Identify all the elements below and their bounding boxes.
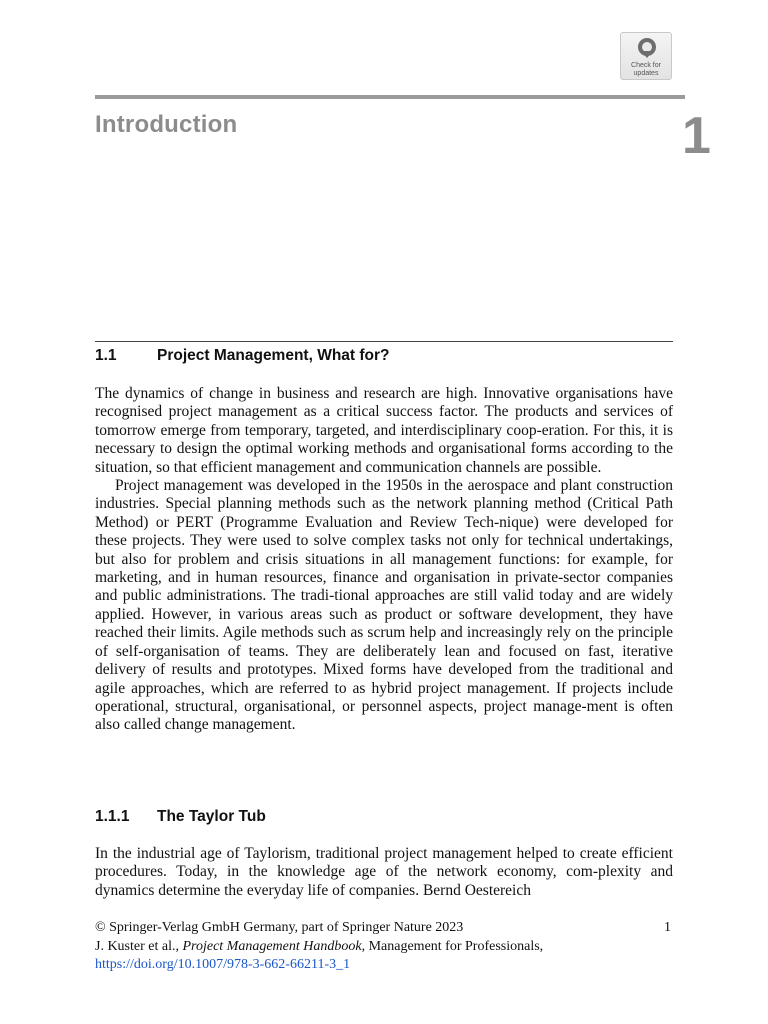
doi-link[interactable]: https://doi.org/10.1007/978-3-662-66211-3_1 bbox=[95, 957, 351, 972]
citation-title: Project Management Handbook bbox=[182, 938, 362, 954]
subsection-body bbox=[95, 845, 673, 900]
section-number: 1.1 bbox=[95, 347, 117, 364]
badge-text-line2: updates bbox=[633, 70, 659, 77]
copyright-line: © Springer-Verlag GmbH Germany, part of Springer Nature 2023 bbox=[95, 920, 464, 935]
chapter-title: Introduction bbox=[95, 111, 238, 138]
subsection-number: 1.1.1 bbox=[95, 808, 130, 825]
citation-line bbox=[95, 938, 673, 957]
paragraph: The dynamics of change in business and research are high. Innovative organisations have recognised project management as a critical success factor. The products and services of tomorrow emerge from temporary, targeted, and interdisciplinary coop-eration. For this, it is necessary to design the optimal working methods and organisational forms according to the situation, so that efficient management and communication channels are possible. bbox=[95, 385, 673, 476]
page-footer bbox=[95, 919, 673, 975]
subsection-title: The Taylor Tub bbox=[157, 808, 266, 825]
citation-series: , Management for Professionals, bbox=[361, 938, 544, 954]
chapter-rule bbox=[95, 95, 685, 99]
chapter-number: 1 bbox=[682, 107, 711, 165]
crossmark-icon bbox=[637, 37, 657, 59]
check-for-updates-badge[interactable] bbox=[620, 32, 672, 80]
section-heading bbox=[95, 347, 390, 365]
paragraph: In the industrial age of Taylorism, traditional project management helped to create efficient procedures. Today, in the knowledge age of the network economy, com-plexity and dynamics determine the everyday life of companies. Bernd Oestereich bbox=[95, 845, 673, 899]
page-number: 1 bbox=[664, 920, 671, 935]
badge-text-line1: Check for bbox=[631, 62, 661, 69]
citation-authors: J. Kuster et al., bbox=[95, 938, 183, 954]
section-body bbox=[95, 385, 673, 735]
section-rule bbox=[95, 341, 673, 342]
paragraph: Project management was developed in the 1950s in the aerospace and plant construction industries. Special planning methods such as the network planning method (Critical Path Method) or PERT (Programme Evaluation and Review Tech-nique) were developed for these projects. They were used to solve complex tasks not only for technical undertakings, but also for problem and crisis situations in all management functions: for example, for marketing, and in human resources, finance and organisation in private-sector companies and public administrations. The tradi-tional approaches are still valid today and are widely applied. However, in various areas such as product or software development, they have reached their limits. Agile methods such as scrum help and increasingly rely on the principle of self-organisation of teams. They are deliberately lean and focused on fast, iterative delivery of results and prototypes. Mixed forms have developed from the traditional and agile approaches, which are referred to as hybrid project management. If projects include operational, structural, organisational, or personnel aspects, project manage-ment is often also called change management. bbox=[95, 477, 673, 734]
subsection-heading bbox=[95, 808, 266, 826]
section-title: Project Management, What for? bbox=[157, 347, 390, 364]
